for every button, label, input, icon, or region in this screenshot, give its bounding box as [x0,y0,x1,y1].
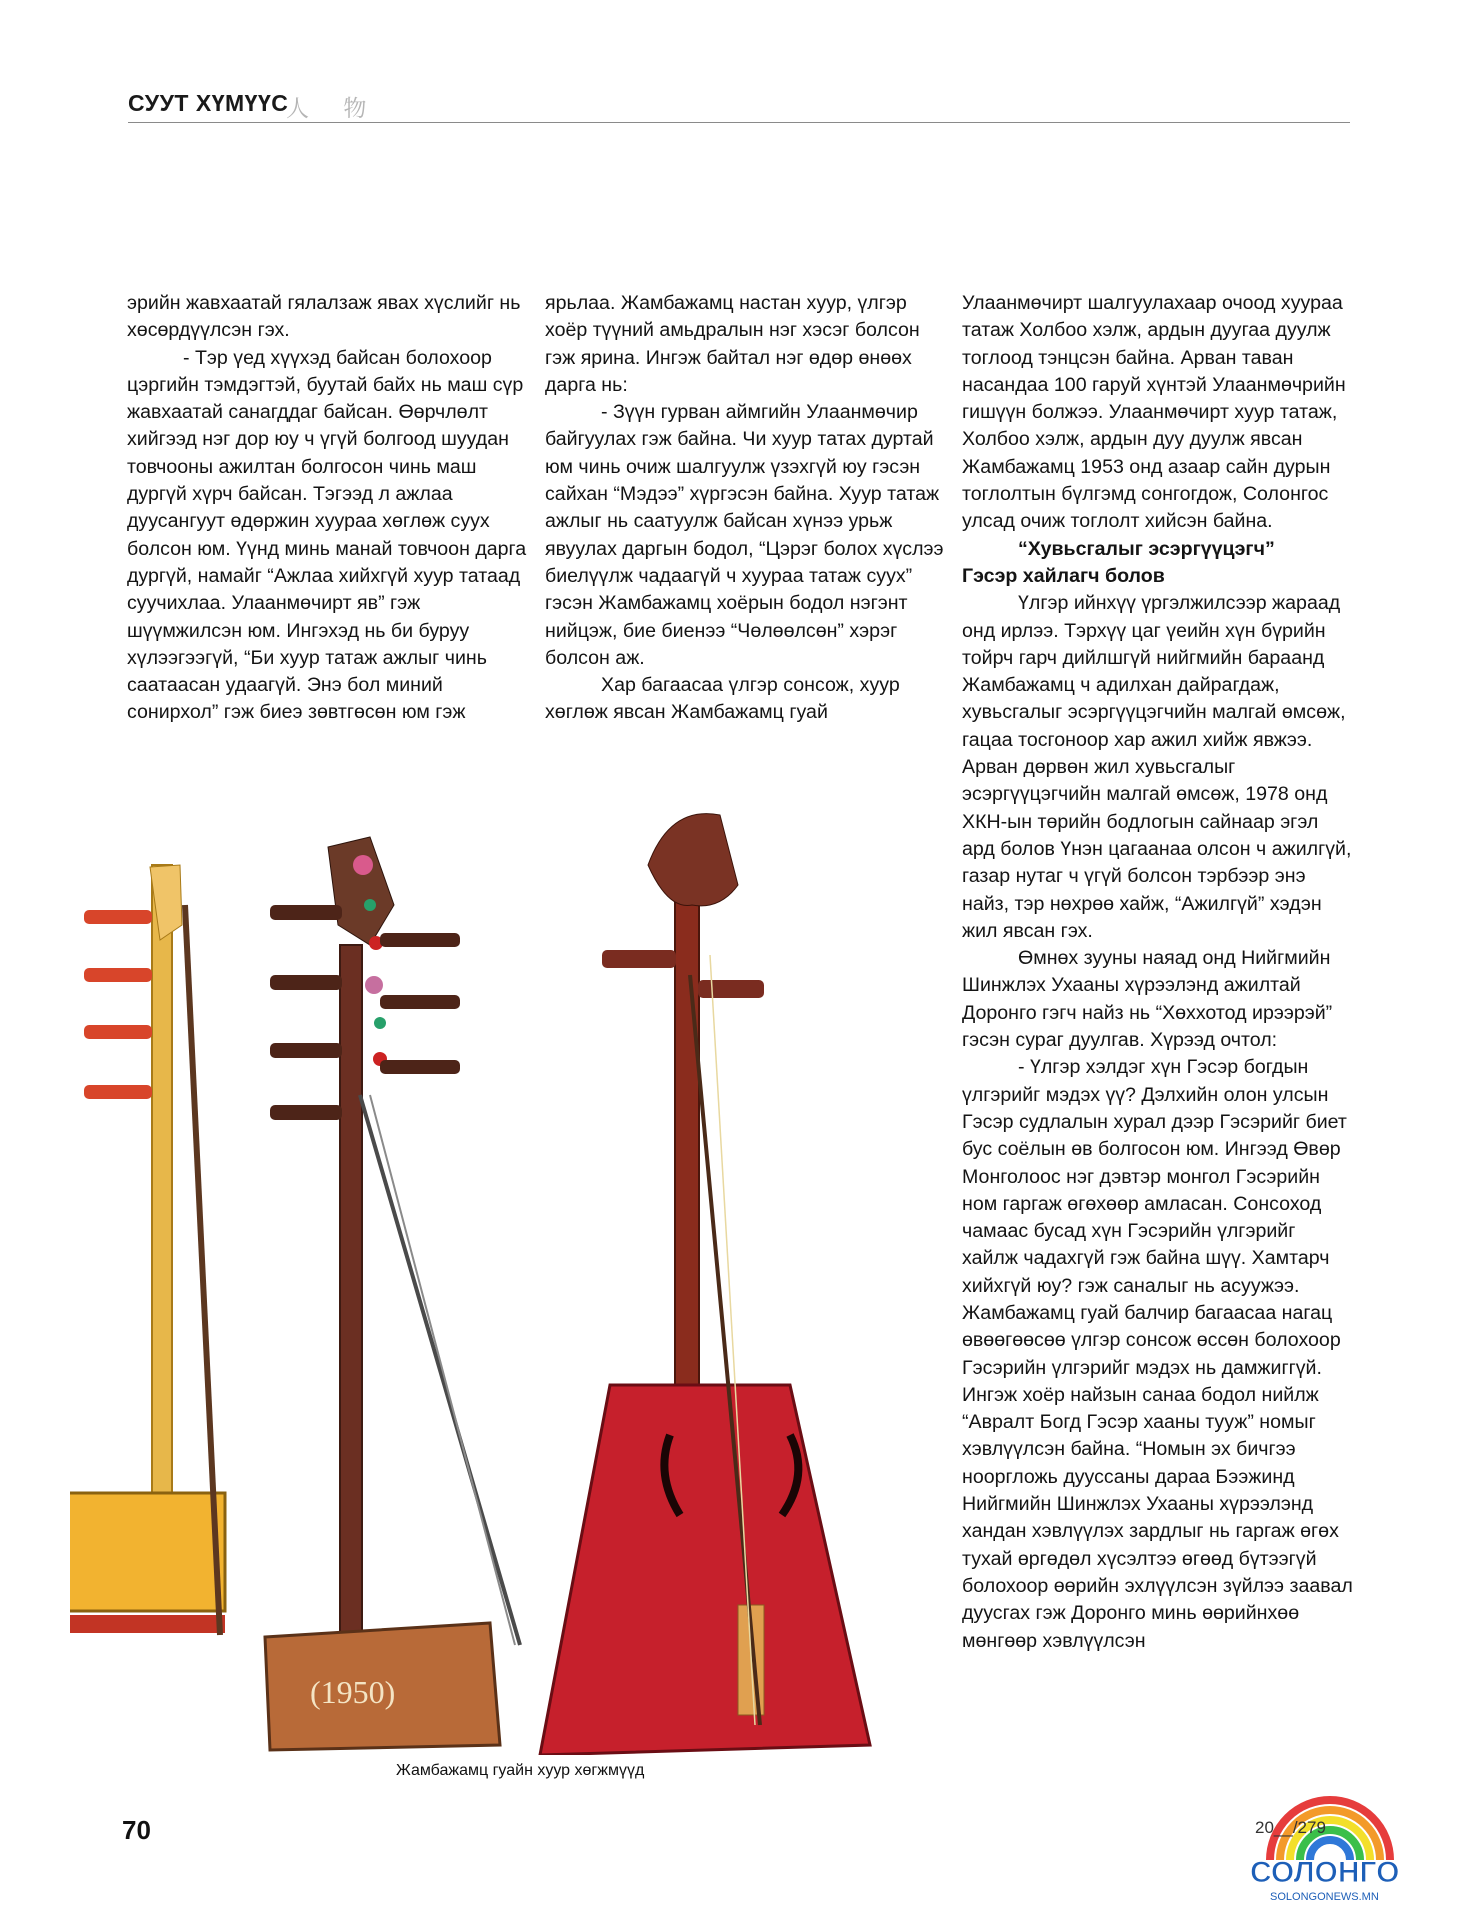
text-column-2 [545,290,950,727]
paragraph: Өмнөх зууны наяад онд Нийгмийн Шинжлэх Ухааны хүрээлэнд ажилтай Доронго гэгч найз нь “Хөххотод ирээрэй” гэсэн сураг дуулгав. Хүрээд очтол: [962,947,1333,1052]
text-column-1 [127,290,532,727]
morin-khuur-image [540,814,870,1755]
paragraph: Хар багаасаа үлгэр сонсож, хуур хөглөж явсан Жамбажамц гуай [545,674,900,724]
paragraph: Улаанмөчирт шалгуулахаар очоод хуураа татаж Холбоо хэлж, ардын дуугаа дуулж тоглоод тэнцсэн байна. Арван таван насандаа 100 гаруй хүнтэй Улаанмөчрийн гишүүн болжээ. Улаанмөчирт хуур татаж, Холбоо хэлж, ардын дуу дуулж явсан Жамбажамц 1953 онд азаар сайн дурын тоглолтын бүлгэмд сонгогдож, Солонгос улсад очиж тоглолт хийсэн байна. [962,292,1346,533]
paragraph: - Тэр үед хүүхэд байсан болохоор цэргийн тэмдэгтэй, буутай байх нь маш сүр жавхаатай санагддаг байсан. Өөрчлөлт хийгээд нэг дор юу ч үгүй болгоод шуудан товчооны ажилтан болгосон чинь маш дургүй хүрч байсан. Тэгээд л ажлаа дуусангуут өдөржин хуураа хөглөж суух болсон юм. Үүнд минь манай товчоон дарга дургүй, намайг “Ажлаа хийхгүй хуур татаад суучихлаа. Улаанмөчирт яв” гэж шүүмжилсэн юм. Ингэхэд нь би буруу хүлээгээгүй, “Би хуур татаж ажлыг чинь саатаасан удаагүй. Энэ бол миний сонирхол” гэж биеэ зөвтгөсөн юм гэж [127,346,527,724]
text-column-3 [962,290,1354,1655]
logo-url: SOLONGONEWS.MN [1270,1891,1379,1903]
paragraph: - Зүүн гурван аймгийн Улаанмөчир байгуулах гэж байна. Чи хуур татах дуртай юм чинь очиж шалгуулж үзэхгүй юу гэсэн сайхан “Мэдээ” хүргэсэн байна. Хуур татаж ажлыг нь саатуулж байсан хүнээ урьж явуулах даргын бодол, “Цэрэг болох хүслээ биелүүлж чадаагүй ч хуураа татаж суух” гэсэн Жамбажамц хоёрын бодол нэгэнт нийцэж, бие биенээ “Чөлөөлсөн” хэрэг болсон аж. [545,401,944,669]
photo-caption: Жамбажамц гуайн хуур хөгжмүүд [396,1762,645,1779]
instruments-photo [70,775,910,1755]
issue-number: 20__/279 [1255,1818,1326,1837]
subheading: Гэсэр хайлагч болов [962,564,1165,587]
yellow-huur-image [70,865,225,1635]
paragraph: эрийн жавхаатай гялалзаж явах хүслийг нь хөсөрдүүлсэн гэх. [127,292,521,342]
paragraph: ярьлаа. Жамбажамц настан хуур, үлгэр хоёр түүний амьдралын нэг хэсэг болсон гэж ярина. Ингэж байтал нэг өдөр өнөөх дарга нь: [545,292,920,396]
logo-wordmark: СОЛОНГО [1250,1856,1400,1889]
paragraph: Үлгэр ийнхүү үргэлжилсээр жараад онд ирлээ. Тэрхүү цаг үеийн хүн бүрийн тойрч гарч дийлшгүй нийгмийн бараанд Жамбажамц ч адилхан дайрагдаж, хувьсгалыг эсэргүүцэгчийн малгай өмсөж, гацаа тосгоноор хар ажил хийж явжээ. Арван дөрвөн жил хувьсгалыг эсэргүүцэгчийн малгай өмсөж, 1978 онд ХКН-ын төрийн бодлогын сайнаар эгэл ард болов Үнэн цагаанаа олсон ч ажилгүй, газар нутаг ч үгүй болсон тэрбээр энэ найз, тэр нөхрөө хайж, “Ажилгүй” хэдэн жил явсан гэх. [962,592,1352,942]
section-title: СУУТ ХҮМҮҮС [128,90,289,116]
page-number: 70 [122,1815,151,1845]
solongo-logo [1240,1780,1420,1905]
subheading: “Хувьсгалыг эсэргүүцэгч” [1018,537,1275,560]
instrument-box-year: (1950) [310,1674,396,1710]
paragraph: - Үлгэр хэлдэг хүн Гэсэр богдын үлгэрийг мэдэх үү? Дэлхийн олон улсын Гэсэр судлалын хурал дээр Гэсэрийг биет бус соёлын өв болгосон юм. Ингээд Өвөр Монголоос нэг дэвтэр монгол Гэсэрийн ном гаргаж өгөхөөр амласан. Сонсоход чамаас бусад хүн Гэсэрийн үлгэрийг хайлж чадахгүй гэж байна шүү. Хамтарч хийхгүй юу? гэж саналыг нь асуужээ. Жамбажамц гуай балчир багаасаа нагац өвөөгөөсөө үлгэр сонсож өссөн болохоор Гэсэрийн үлгэрийг мэдэх нь дамжиггүй. Ингэж хоёр найзын санаа бодол нийлж “Авралт Богд Гэсэр хааны тууж” номыг хэвлүүлсэн байна. “Номын эх бичгээ нооргложь дуусcаны дараа Бээжинд Нийгмийн Шинжлэх Ухааны хүрээлэнд хандан хэвлүүлэх зардлыг нь гаргаж өгөх тухай өргөдөл хүсэлтээ өгөөд бүтээгүй болохоор өөрийн эхлүүлсэн зүйлээ заавал дуусгах гэж Доронго минь өөрийнхөө мөнгөөр хэвлүүлсэн [962,1056,1353,1652]
jeweled-huur-image [265,837,520,1750]
section-title-cjk: 人 物 [286,95,381,121]
page-header [128,88,1350,123]
